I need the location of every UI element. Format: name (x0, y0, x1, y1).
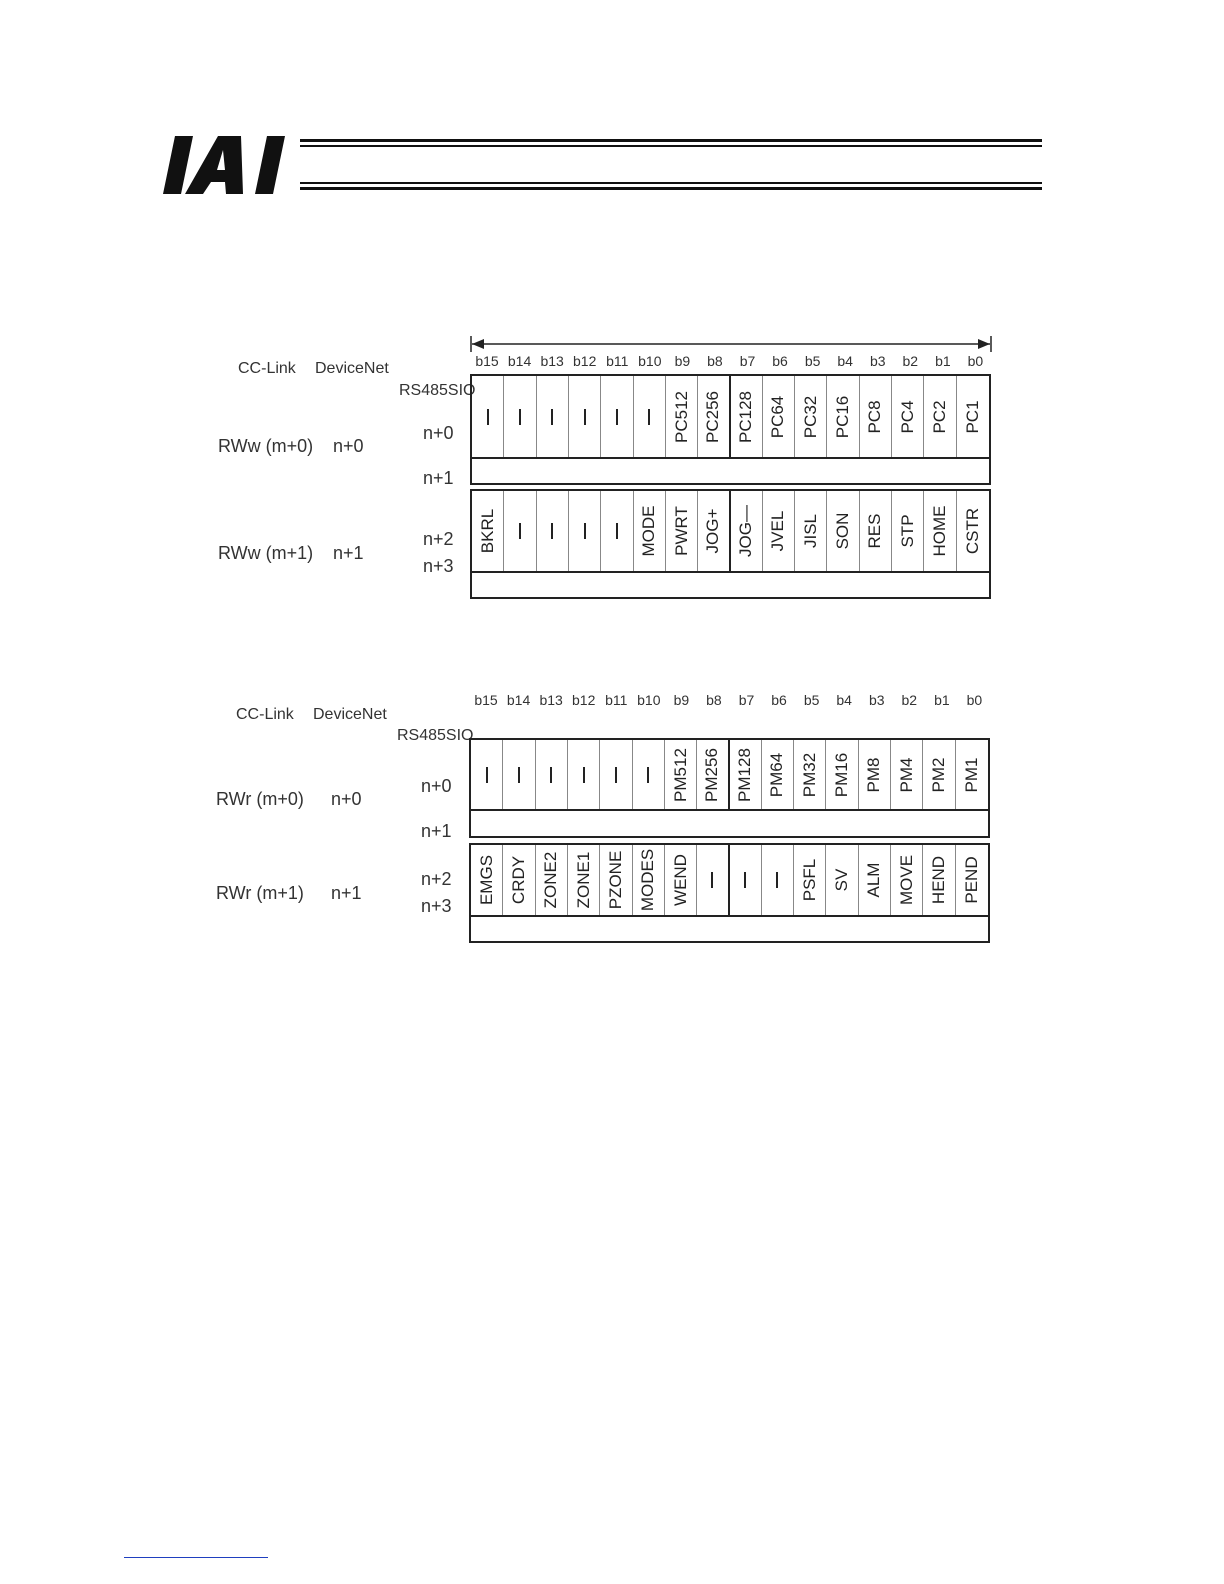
signal-label: RES (865, 513, 885, 549)
rs485-word-label: n+2 (423, 529, 454, 549)
bit-cell-b1 (923, 740, 955, 809)
devicenet-word-label: n+1 (333, 543, 364, 563)
signal-label: JISL (800, 513, 820, 549)
signal-label: PM4 (896, 757, 916, 792)
bit-cell-b11 (601, 491, 633, 571)
bit-label-b2: b2 (902, 353, 919, 369)
rs485-word-label: n+1 (423, 468, 454, 488)
rs485-label: RS485SIO (397, 727, 474, 744)
unused-bit-mark (551, 523, 553, 539)
bit-cell-b15 (472, 491, 504, 571)
unused-bit-mark (647, 767, 649, 783)
bit-label-b12: b12 (572, 692, 596, 708)
rs485-word-label: n+0 (421, 776, 452, 796)
unused-bit-mark (776, 872, 778, 888)
bit-cell-b10 (633, 845, 665, 915)
signal-label: PM8 (864, 757, 884, 792)
signal-label: BKRL (477, 508, 497, 554)
bit-cell-b13 (537, 491, 569, 571)
devicenet-word-label: n+0 (333, 436, 364, 456)
signal-label: PM32 (799, 752, 819, 797)
bit-cell-b6 (762, 845, 794, 915)
signal-label: PWRT (671, 506, 691, 556)
unused-bit-mark (584, 523, 586, 539)
bit-label-b15: b15 (474, 692, 498, 708)
bit-cell-b12 (568, 740, 600, 809)
bit-cell-b11 (601, 376, 633, 457)
bit-cell-b10 (633, 740, 665, 809)
signal-label: PC1 (962, 399, 982, 434)
bit-cell-b4 (827, 376, 859, 457)
rs485-word-label: n+1 (421, 821, 452, 841)
signal-label: PZONE (605, 850, 625, 910)
signal-label: ZONE1 (573, 851, 593, 909)
bit-cell-b12 (568, 845, 600, 915)
signal-label: ALM (864, 862, 884, 898)
bit-cell-b11 (600, 740, 632, 809)
bit-label-b7: b7 (738, 692, 755, 708)
bit-cell-b7 (730, 845, 762, 915)
signal-label: SV (832, 868, 852, 892)
bit-label-b9: b9 (673, 692, 690, 708)
signal-label: PM256 (702, 747, 722, 802)
input-word-1-table (469, 843, 990, 943)
bit-cell-b0 (956, 845, 988, 915)
bit-label-b4: b4 (836, 692, 852, 708)
bit-cell-b6 (763, 376, 795, 457)
bit-cell-b9 (666, 376, 698, 457)
bit-label-b14: b14 (507, 353, 532, 369)
unused-bit-mark (616, 409, 618, 425)
bit-label-b0: b0 (966, 692, 983, 708)
bit-label-b5: b5 (804, 353, 821, 369)
iai-logo (163, 136, 298, 194)
signal-label: PC4 (897, 399, 917, 434)
bit-cell-b2 (891, 740, 923, 809)
bit-label-b3: b3 (869, 353, 886, 369)
bit-cell-b5 (794, 740, 826, 809)
signal-label: PC16 (833, 395, 853, 438)
signal-label: PM2 (929, 757, 949, 792)
bit-cell-b7 (731, 376, 763, 457)
bit-cell-b9 (665, 740, 697, 809)
rs485-word-label: n+3 (423, 556, 454, 576)
bit-cell-b0 (957, 376, 989, 457)
signal-label: PC512 (671, 390, 691, 443)
bit-cell-b5 (794, 845, 826, 915)
unused-bit-mark (744, 872, 746, 888)
bit-cell-b4 (826, 740, 858, 809)
signal-label: PM64 (767, 752, 787, 797)
signal-label: PSFL (799, 858, 819, 902)
bit-cell-b14 (504, 376, 536, 457)
signal-label: STP (897, 514, 917, 548)
bit-cell-b12 (569, 376, 601, 457)
rs485-label: RS485SIO (399, 382, 476, 399)
bit-cell-b15 (471, 740, 503, 809)
signal-label: JOG+ (703, 508, 723, 554)
bit-cell-b11 (600, 845, 632, 915)
unused-bit-mark (550, 767, 552, 783)
signal-label: PM512 (670, 747, 690, 802)
bit-cell-b8 (698, 491, 730, 571)
unused-bit-mark (648, 409, 650, 425)
bit-cell-b2 (891, 845, 923, 915)
bit-cell-b8 (697, 845, 729, 915)
bit-cell-b15 (471, 845, 503, 915)
bit-cell-b12 (569, 491, 601, 571)
signal-label: PC32 (800, 395, 820, 438)
bit-cell-b0 (956, 740, 988, 809)
bit-label-b13: b13 (539, 692, 563, 708)
unused-bit-mark (584, 409, 586, 425)
bit-cell-b14 (503, 845, 535, 915)
bit-cell-b3 (859, 740, 891, 809)
bit-label-b6: b6 (772, 353, 788, 369)
unused-bit-mark (518, 767, 520, 783)
bit-label-b9: b9 (674, 353, 691, 369)
bit-cell-b15 (472, 376, 504, 457)
bit-cell-b13 (537, 376, 569, 457)
bit-cell-b14 (503, 740, 535, 809)
register-label: RWr (m+0) (216, 789, 304, 809)
rs485-word-label: n+2 (421, 869, 452, 889)
bit-cell-b8 (697, 740, 729, 809)
bit-label-b14: b14 (506, 692, 531, 708)
register-label: RWw (m+1) (218, 543, 314, 563)
signal-label: HOME (930, 505, 950, 557)
signal-label: JVEL (768, 510, 788, 552)
bit-label-b3: b3 (868, 692, 885, 708)
word-separator (472, 571, 989, 573)
bit-cell-b3 (860, 376, 892, 457)
unused-bit-mark (551, 409, 553, 425)
signal-label: PM16 (832, 752, 852, 797)
signal-label: PC8 (865, 399, 885, 434)
header-rule (300, 187, 1042, 190)
output-word-0-table (470, 374, 991, 485)
bit-label-b10: b10 (638, 353, 662, 369)
signal-label: ZONE2 (541, 851, 561, 909)
bit-label-b10: b10 (637, 692, 661, 708)
header-rule (300, 145, 1042, 147)
signal-label: PC2 (930, 399, 950, 434)
bit-label-b7: b7 (739, 353, 756, 369)
signal-label: CSTR (962, 507, 982, 555)
unused-bit-mark (486, 767, 488, 783)
rs485-word-label: n+0 (423, 423, 454, 443)
bit-cell-b6 (762, 740, 794, 809)
unused-bit-mark (487, 409, 489, 425)
bit-cell-b13 (536, 740, 568, 809)
bit-cell-b7 (731, 491, 763, 571)
bit-label-b0: b0 (967, 353, 984, 369)
bit-label-b13: b13 (540, 353, 564, 369)
bit-range-arrow (470, 336, 992, 352)
bit-label-b2: b2 (901, 692, 918, 708)
bit-cell-b9 (665, 845, 697, 915)
bit-label-b4: b4 (837, 353, 853, 369)
unused-bit-mark (615, 767, 617, 783)
bit-label-b8: b8 (706, 692, 722, 708)
signal-label: EMGS (476, 854, 496, 906)
bit-cell-b4 (827, 491, 859, 571)
signal-label: PC128 (736, 390, 756, 443)
signal-label: JOG— (736, 505, 756, 557)
input-word-0-table (469, 738, 990, 838)
signal-label: PC64 (768, 395, 788, 438)
bit-label-b8: b8 (707, 353, 723, 369)
bit-cell-b10 (634, 491, 666, 571)
unused-bit-mark (519, 409, 521, 425)
signal-label: PM128 (735, 747, 755, 802)
signal-label: CRDY (508, 855, 528, 905)
word-separator (471, 915, 988, 917)
devicenet-word-label: n+1 (331, 883, 362, 903)
unused-bit-mark (519, 523, 521, 539)
devicenet-word-label: n+0 (331, 789, 362, 809)
cclink-label: CC-Link (236, 706, 294, 723)
register-label: RWr (m+1) (216, 883, 304, 903)
bit-cell-b10 (634, 376, 666, 457)
bit-cell-b9 (666, 491, 698, 571)
word-separator (472, 457, 989, 459)
bit-cell-b1 (924, 376, 956, 457)
signal-label: SON (833, 512, 853, 550)
bit-cell-b2 (892, 376, 924, 457)
output-word-1-table (470, 489, 991, 599)
bit-cell-b6 (763, 491, 795, 571)
bit-cell-b13 (536, 845, 568, 915)
signal-label: PEND (961, 856, 981, 904)
bit-cell-b1 (924, 491, 956, 571)
bit-label-b11: b11 (606, 353, 629, 369)
header-rule (300, 182, 1042, 184)
signal-label: PM1 (961, 757, 981, 792)
bit-cell-b3 (860, 491, 892, 571)
unused-bit-mark (711, 872, 713, 888)
unused-bit-mark (583, 767, 585, 783)
signal-label: WEND (670, 854, 690, 906)
rs485-word-label: n+3 (421, 896, 452, 916)
bit-cell-b5 (795, 491, 827, 571)
bit-cell-b1 (923, 845, 955, 915)
bit-cell-b7 (730, 740, 762, 809)
signal-label: MODE (639, 505, 659, 557)
bit-label-b1: b1 (935, 353, 951, 369)
register-label: RWw (m+0) (218, 436, 314, 456)
bit-label-b11: b11 (605, 692, 628, 708)
unused-bit-mark (616, 523, 618, 539)
bit-label-b6: b6 (771, 692, 787, 708)
bit-cell-b14 (504, 491, 536, 571)
signal-label: HEND (929, 855, 949, 905)
signal-label: MOVE (896, 854, 916, 906)
bit-cell-b0 (957, 491, 989, 571)
bit-cell-b5 (795, 376, 827, 457)
bit-label-b12: b12 (573, 353, 597, 369)
signal-label: PC256 (703, 390, 723, 443)
header-rule (300, 139, 1042, 142)
bit-cell-b3 (859, 845, 891, 915)
cclink-label: CC-Link (238, 360, 296, 377)
word-separator (471, 809, 988, 811)
footer-link-underline (124, 1557, 268, 1558)
bit-cell-b8 (698, 376, 730, 457)
bit-label-b5: b5 (803, 692, 820, 708)
bit-label-b15: b15 (475, 353, 499, 369)
devicenet-label: DeviceNet (313, 706, 387, 723)
devicenet-label: DeviceNet (315, 360, 389, 377)
bit-label-b1: b1 (934, 692, 950, 708)
bit-cell-b4 (826, 845, 858, 915)
signal-label: MODES (638, 848, 658, 912)
bit-cell-b2 (892, 491, 924, 571)
